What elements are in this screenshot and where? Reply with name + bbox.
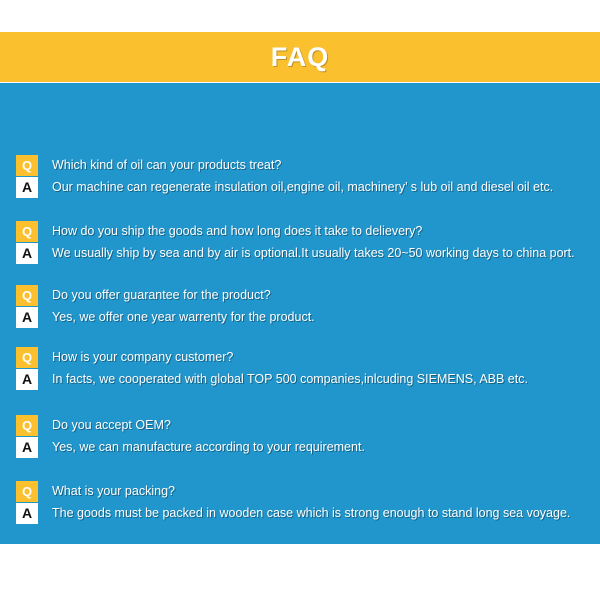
- question-row: [16, 154, 596, 176]
- q-badge: Q: [16, 481, 38, 502]
- question-row: [16, 284, 596, 306]
- answer-text: Yes, we offer one year warrenty for the product.: [52, 310, 315, 324]
- q-badge: Q: [16, 285, 38, 306]
- q-badge: Q: [16, 221, 38, 242]
- question-text: Do you offer guarantee for the product?: [52, 288, 271, 302]
- faq-item: [16, 220, 596, 264]
- question-row: [16, 346, 596, 368]
- question-text: How do you ship the goods and how long does it take to delievery?: [52, 224, 423, 238]
- question-text: Which kind of oil can your products treat?: [52, 158, 282, 172]
- question-row: [16, 414, 596, 436]
- question-text: Do you accept OEM?: [52, 418, 171, 432]
- a-badge: A: [16, 177, 38, 198]
- q-badge: Q: [16, 347, 38, 368]
- a-badge: A: [16, 503, 38, 524]
- faq-item: [16, 154, 596, 198]
- answer-row: [16, 368, 596, 390]
- answer-row: [16, 176, 596, 198]
- faq-banner: [0, 32, 600, 82]
- q-badge: Q: [16, 415, 38, 436]
- faq-item: [16, 414, 596, 458]
- q-badge: Q: [16, 155, 38, 176]
- page-title: FAQ: [270, 41, 330, 72]
- question-text: What is your packing?: [52, 484, 175, 498]
- question-row: [16, 480, 596, 502]
- question-row: [16, 220, 596, 242]
- answer-text: In facts, we cooperated with global TOP 500 companies,inlcuding SIEMENS, ABB etc.: [52, 372, 528, 386]
- answer-text: We usually ship by sea and by air is optional.It usually takes 20~50 working days to china port.: [52, 246, 575, 260]
- answer-row: [16, 306, 596, 328]
- answer-row: [16, 242, 596, 264]
- a-badge: A: [16, 243, 38, 264]
- answer-row: [16, 436, 596, 458]
- answer-row: [16, 502, 596, 524]
- answer-text: Our machine can regenerate insulation oil,engine oil, machinery’ s lub oil and diesel oil etc.: [52, 180, 554, 194]
- a-badge: A: [16, 307, 38, 328]
- faq-item: [16, 480, 596, 524]
- a-badge: A: [16, 369, 38, 390]
- a-badge: A: [16, 437, 38, 458]
- answer-text: The goods must be packed in wooden case which is strong enough to stand long sea voyage.: [52, 506, 571, 520]
- question-text: How is your company customer?: [52, 350, 234, 364]
- faq-item: [16, 284, 596, 328]
- answer-text: Yes, we can manufacture according to your requirement.: [52, 440, 365, 454]
- faq-item: [16, 346, 596, 390]
